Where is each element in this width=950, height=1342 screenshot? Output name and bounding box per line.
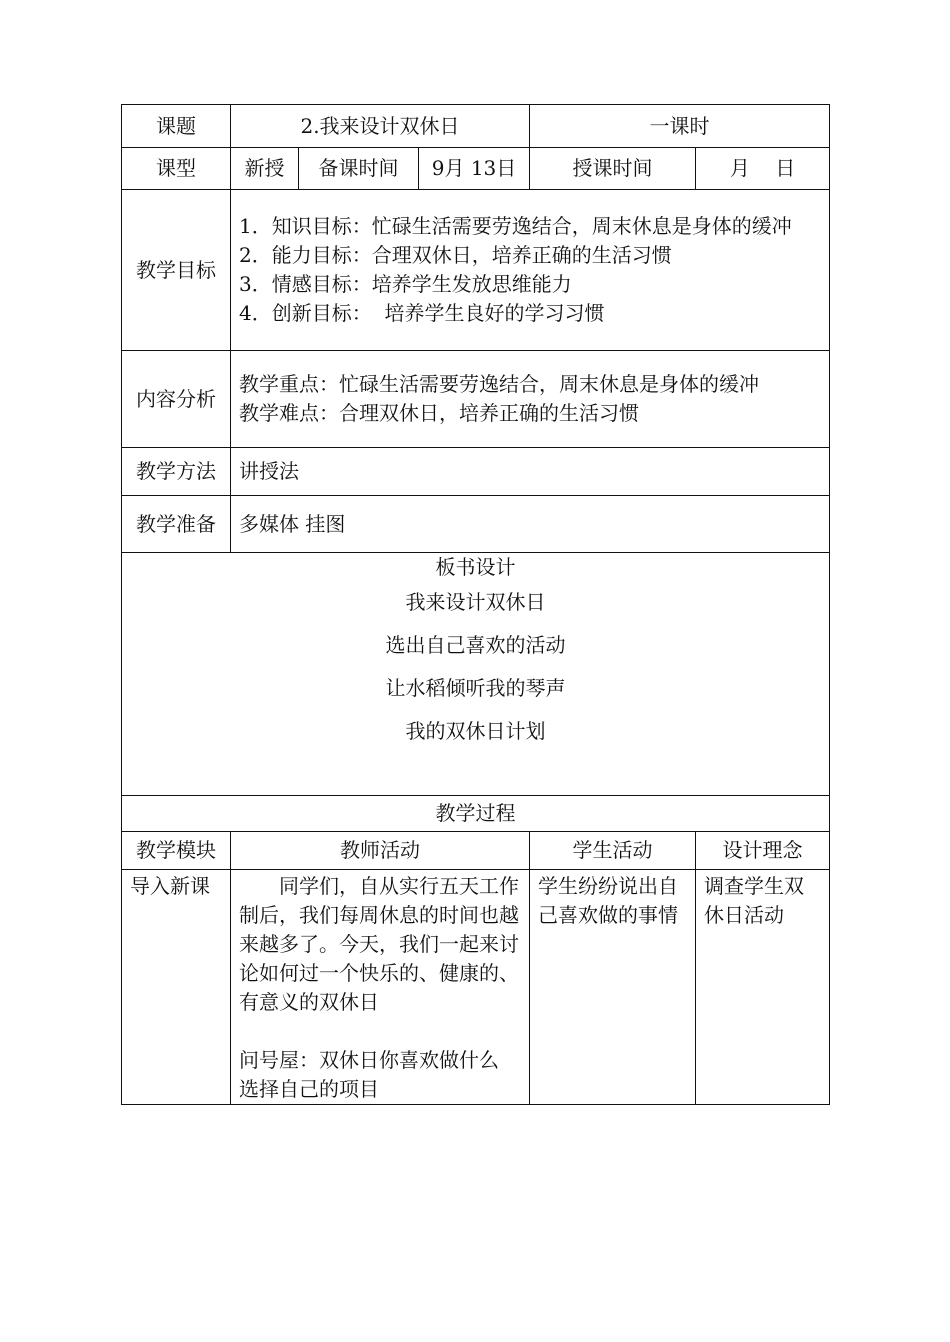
board-line: 让水稻倾听我的琴声	[385, 676, 566, 700]
teach-time-value: 月 日	[696, 148, 830, 190]
board-design	[122, 553, 830, 796]
type-value: 新授	[231, 148, 299, 190]
topic-duration: 一课时	[530, 105, 830, 148]
objectives-row	[122, 190, 830, 351]
board-line: 选出自己喜欢的活动	[385, 633, 566, 657]
prep-time-value: 9月 13日	[419, 148, 530, 190]
topic-row	[122, 105, 830, 148]
method-label: 教学方法	[122, 448, 231, 496]
process-row	[122, 870, 830, 1105]
prep-time-label: 备课时间	[299, 148, 419, 190]
content-analysis	[231, 351, 830, 448]
board-line: 我的双休日计划	[405, 719, 546, 743]
objectives-list	[231, 190, 830, 351]
lesson-plan-table	[121, 104, 830, 1105]
prep-row	[122, 496, 830, 553]
topic-title: 2.我来设计双休日	[231, 105, 530, 148]
objective-item: 3．情感目标：培养学生发放思维能力	[239, 272, 572, 296]
lesson-plan	[121, 104, 829, 1105]
objective-item: 4．创新目标： 培养学生良好的学习习惯	[239, 301, 605, 325]
teacher-paragraph: 问号屋：双休日你喜欢做什么 选择自己的项目	[239, 1048, 499, 1101]
objectives-label: 教学目标	[122, 190, 231, 351]
prep-value: 多媒体 挂图	[231, 496, 830, 553]
topic-label: 课题	[122, 105, 231, 148]
header-student: 学生活动	[530, 832, 696, 870]
board-row	[122, 553, 830, 796]
process-header-row	[122, 832, 830, 870]
type-row	[122, 148, 830, 190]
board-title: 板书设计	[435, 555, 516, 579]
method-row	[122, 448, 830, 496]
method-value: 讲授法	[231, 448, 830, 496]
objective-item: 2．能力目标：合理双休日，培养正确的生活习惯	[239, 243, 672, 267]
key-point: 教学重点：忙碌生活需要劳逸结合，周末休息是身体的缓冲	[239, 372, 759, 396]
header-concept: 设计理念	[696, 832, 830, 870]
board-line: 我来设计双休日	[405, 590, 546, 614]
process-title: 教学过程	[122, 796, 830, 832]
content-row	[122, 351, 830, 448]
header-teacher: 教师活动	[231, 832, 530, 870]
header-module: 教学模块	[122, 832, 231, 870]
content-label: 内容分析	[122, 351, 231, 448]
teach-time-label: 授课时间	[530, 148, 696, 190]
objective-item: 1．知识目标：忙碌生活需要劳逸结合，周末休息是身体的缓冲	[239, 214, 792, 238]
teacher-paragraph: 同学们，自从实行五天工作制后，我们每周休息的时间也越来越多了。今天，我们一起来讨论如何过一个快乐的、健康的、有意义的双休日	[239, 874, 519, 1014]
process-title-row	[122, 796, 830, 832]
type-label: 课型	[122, 148, 231, 190]
teacher-activity	[231, 870, 530, 1105]
difficulty-point: 教学难点：合理双休日，培养正确的生活习惯	[239, 401, 639, 425]
module-cell: 导入新课	[122, 870, 231, 1105]
design-concept: 调查学生双休日活动	[696, 870, 830, 1105]
prep-label: 教学准备	[122, 496, 231, 553]
student-activity: 学生纷纷说出自己喜欢做的事情	[530, 870, 696, 1105]
